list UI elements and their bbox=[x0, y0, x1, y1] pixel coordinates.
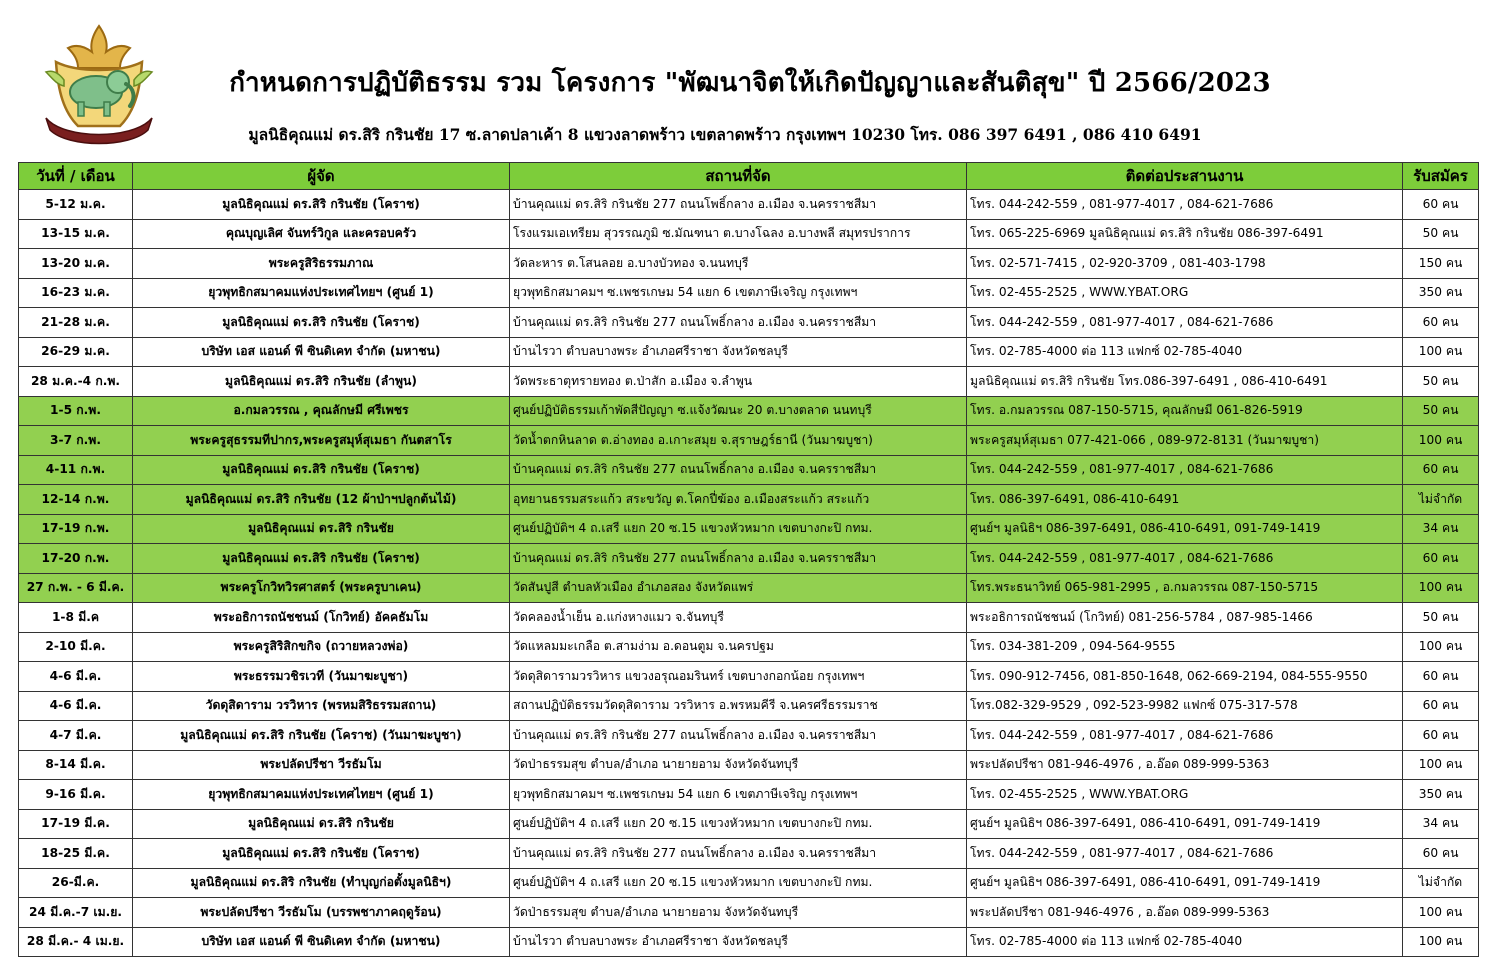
cell-organizer: มูลนิธิคุณแม่ ดร.สิริ กรินชัย (โคราช) bbox=[133, 544, 510, 574]
cell-contact: ศูนย์ฯ มูลนิธิฯ 086-397-6491, 086-410-6491, 091-749-1419 bbox=[967, 868, 1403, 898]
cell-organizer: คุณบุญเลิศ จันทร์วิกูล และครอบครัว bbox=[133, 219, 510, 249]
cell-date: 17-19 ก.พ. bbox=[19, 514, 133, 544]
table-row bbox=[19, 662, 1479, 692]
cell-organizer: ยุวพุทธิกสมาคมแห่งประเทศไทยฯ (ศูนย์ 1) bbox=[133, 278, 510, 308]
cell-organizer: พระครูสิริสิกขกิจ (ถวายหลวงพ่อ) bbox=[133, 632, 510, 662]
cell-contact: โทร. 065-225-6969 มูลนิธิคุณแม่ ดร.สิริ กรินชัย 086-397-6491 bbox=[967, 219, 1403, 249]
cell-venue: บ้านคุณแม่ ดร.สิริ กรินชัย 277 ถนนโพธิ์กลาง อ.เมือง จ.นครราชสีมา bbox=[510, 721, 967, 751]
cell-capacity: 34 คน bbox=[1403, 809, 1479, 839]
cell-venue: วัดพระธาตุทรายทอง ต.ป่าสัก อ.เมือง จ.ลำพูน bbox=[510, 367, 967, 397]
cell-contact: ศูนย์ฯ มูลนิธิฯ 086-397-6491, 086-410-6491, 091-749-1419 bbox=[967, 809, 1403, 839]
table-row bbox=[19, 367, 1479, 397]
table-row bbox=[19, 544, 1479, 574]
cell-organizer: มูลนิธิคุณแม่ ดร.สิริ กรินชัย (โคราช) (วันมาฆะบูชา) bbox=[133, 721, 510, 751]
cell-capacity: 100 คน bbox=[1403, 632, 1479, 662]
cell-capacity: 60 คน bbox=[1403, 544, 1479, 574]
table-row bbox=[19, 308, 1479, 338]
cell-contact: โทร. 044-242-559 , 081-977-4017 , 084-621-7686 bbox=[967, 544, 1403, 574]
cell-contact: โทร. 044-242-559 , 081-977-4017 , 084-621-7686 bbox=[967, 455, 1403, 485]
cell-date: 27 ก.พ. - 6 มี.ค. bbox=[19, 573, 133, 603]
cell-contact: โทร. 034-381-209 , 094-564-9555 bbox=[967, 632, 1403, 662]
cell-organizer: วัดดุสิดาราม วรวิหาร (พรหมสิริธรรมสถาน) bbox=[133, 691, 510, 721]
cell-organizer: พระครูสุธรรมทีปากร,พระครูสมุห์สุเมธา กันตสาโร bbox=[133, 426, 510, 456]
cell-date: 26-มี.ค. bbox=[19, 868, 133, 898]
column-header-capacity: รับสมัคร bbox=[1403, 163, 1479, 190]
cell-organizer: มูลนิธิคุณแม่ ดร.สิริ กรินชัย (โคราช) bbox=[133, 455, 510, 485]
table-row bbox=[19, 750, 1479, 780]
cell-capacity: ไม่จำกัด bbox=[1403, 868, 1479, 898]
cell-capacity: ไม่จำกัด bbox=[1403, 485, 1479, 515]
cell-date: 4-6 มี.ค. bbox=[19, 662, 133, 692]
cell-date: 1-5 ก.พ. bbox=[19, 396, 133, 426]
cell-date: 4-11 ก.พ. bbox=[19, 455, 133, 485]
cell-contact: โทร.พระธนาวิทย์ 065-981-2995 , อ.กมลวรรณ 087-150-5715 bbox=[967, 573, 1403, 603]
cell-organizer: อ.กมลวรรณ , คุณลักษมี ศรีเพชร bbox=[133, 396, 510, 426]
cell-venue: วัดน้ำตกหินลาด ต.อ่างทอง อ.เกาะสมุย จ.สุราษฎร์ธานี (วันมาฆบูชา) bbox=[510, 426, 967, 456]
cell-contact: โทร. 044-242-559 , 081-977-4017 , 084-621-7686 bbox=[967, 308, 1403, 338]
cell-capacity: 150 คน bbox=[1403, 249, 1479, 279]
cell-capacity: 60 คน bbox=[1403, 190, 1479, 220]
table-row bbox=[19, 190, 1479, 220]
cell-date: 24 มี.ค.-7 เม.ย. bbox=[19, 898, 133, 928]
cell-organizer: มูลนิธิคุณแม่ ดร.สิริ กรินชัย (โคราช) bbox=[133, 839, 510, 869]
cell-organizer: มูลนิธิคุณแม่ ดร.สิริ กรินชัย bbox=[133, 809, 510, 839]
cell-organizer: บริษัท เอส แอนด์ พี ซินดิเคท จำกัด (มหาชน) bbox=[133, 927, 510, 957]
cell-venue: บ้านไรวา ตำบลบางพระ อำเภอศรีราชา จังหวัดชลบุรี bbox=[510, 337, 967, 367]
cell-venue: บ้านคุณแม่ ดร.สิริ กรินชัย 277 ถนนโพธิ์กลาง อ.เมือง จ.นครราชสีมา bbox=[510, 455, 967, 485]
cell-capacity: 350 คน bbox=[1403, 278, 1479, 308]
table-row bbox=[19, 337, 1479, 367]
cell-capacity: 50 คน bbox=[1403, 603, 1479, 633]
table-row bbox=[19, 632, 1479, 662]
cell-venue: ศูนย์ปฏิบัติธรรมเก้าพัดสีปัญญา ซ.แจ้งวัฒนะ 20 ต.บางตลาด นนทบุรี bbox=[510, 396, 967, 426]
table-row bbox=[19, 219, 1479, 249]
table-row bbox=[19, 780, 1479, 810]
cell-contact: โทร. 044-242-559 , 081-977-4017 , 084-621-7686 bbox=[967, 721, 1403, 751]
cell-date: 13-20 ม.ค. bbox=[19, 249, 133, 279]
cell-capacity: 100 คน bbox=[1403, 337, 1479, 367]
cell-capacity: 50 คน bbox=[1403, 219, 1479, 249]
table-row bbox=[19, 721, 1479, 751]
cell-venue: บ้านคุณแม่ ดร.สิริ กรินชัย 277 ถนนโพธิ์กลาง อ.เมือง จ.นครราชสีมา bbox=[510, 544, 967, 574]
cell-venue: โรงแรมเอเทรียม สุวรรณภูมิ ซ.มัณฑนา ต.บางโฉลง อ.บางพลี สมุทรปราการ bbox=[510, 219, 967, 249]
cell-date: 4-6 มี.ค. bbox=[19, 691, 133, 721]
table-row bbox=[19, 691, 1479, 721]
cell-contact: มูลนิธิคุณแม่ ดร.สิริ กรินชัย โทร.086-397-6491 , 086-410-6491 bbox=[967, 367, 1403, 397]
cell-contact: โทร. 086-397-6491, 086-410-6491 bbox=[967, 485, 1403, 515]
cell-contact: โทร. 02-455-2525 , WWW.YBAT.ORG bbox=[967, 780, 1403, 810]
cell-date: 12-14 ก.พ. bbox=[19, 485, 133, 515]
cell-venue: วัดดุสิดารามวรวิหาร แขวงอรุณอมรินทร์ เขตบางกอกน้อย กรุงเทพฯ bbox=[510, 662, 967, 692]
cell-organizer: มูลนิธิคุณแม่ ดร.สิริ กรินชัย (โคราช) bbox=[133, 190, 510, 220]
cell-date: 18-25 มี.ค. bbox=[19, 839, 133, 869]
column-header-venue: สถานที่จัด bbox=[510, 163, 967, 190]
column-header-contact: ติดต่อประสานงาน bbox=[967, 163, 1403, 190]
cell-capacity: 100 คน bbox=[1403, 750, 1479, 780]
cell-venue: ยุวพุทธิกสมาคมฯ ซ.เพชรเกษม 54 แยก 6 เขตภาษีเจริญ กรุงเทพฯ bbox=[510, 278, 967, 308]
cell-contact: พระปลัดปรีชา 081-946-4976 , อ.อ๊อด 089-999-5363 bbox=[967, 898, 1403, 928]
cell-contact: โทร. 02-785-4000 ต่อ 113 แฟกซ์ 02-785-4040 bbox=[967, 337, 1403, 367]
cell-contact: โทร. 02-455-2525 , WWW.YBAT.ORG bbox=[967, 278, 1403, 308]
cell-date: 2-10 มี.ค. bbox=[19, 632, 133, 662]
cell-venue: วัดสันปูสี ตำบลหัวเมือง อำเภอสอง จังหวัดแพร่ bbox=[510, 573, 967, 603]
cell-capacity: 60 คน bbox=[1403, 455, 1479, 485]
cell-venue: ศูนย์ปฏิบัติฯ 4 ถ.เสรี แยก 20 ซ.15 แขวงหัวหมาก เขตบางกะปิ กทม. bbox=[510, 868, 967, 898]
cell-capacity: 100 คน bbox=[1403, 898, 1479, 928]
cell-venue: บ้านไรวา ตำบลบางพระ อำเภอศรีราชา จังหวัดชลบุรี bbox=[510, 927, 967, 957]
cell-contact: พระอธิการถนัชชนม์ (โกวิทย์) 081-256-5784 , 087-985-1466 bbox=[967, 603, 1403, 633]
cell-venue: อุทยานธรรมสระแก้ว สระขวัญ ต.โคกปี่ฆ้อง อ.เมืองสระแก้ว สระแก้ว bbox=[510, 485, 967, 515]
table-row bbox=[19, 514, 1479, 544]
cell-contact: โทร. 044-242-559 , 081-977-4017 , 084-621-7686 bbox=[967, 839, 1403, 869]
cell-organizer: พระธรรมวชิรเวที (วันมาฆะบูชา) bbox=[133, 662, 510, 692]
cell-date: 5-12 ม.ค. bbox=[19, 190, 133, 220]
cell-contact: โทร. อ.กมลวรรณ 087-150-5715, คุณลักษมี 061-826-5919 bbox=[967, 396, 1403, 426]
cell-organizer: บริษัท เอส แอนด์ พี ซินดิเคท จำกัด (มหาชน) bbox=[133, 337, 510, 367]
schedule-table bbox=[18, 162, 1479, 957]
cell-date: 17-20 ก.พ. bbox=[19, 544, 133, 574]
cell-venue: ศูนย์ปฏิบัติฯ 4 ถ.เสรี แยก 20 ซ.15 แขวงหัวหมาก เขตบางกะปิ กทม. bbox=[510, 514, 967, 544]
cell-venue: บ้านคุณแม่ ดร.สิริ กรินชัย 277 ถนนโพธิ์กลาง อ.เมือง จ.นครราชสีมา bbox=[510, 839, 967, 869]
cell-organizer: พระปลัดปรีชา วีรธัมโม bbox=[133, 750, 510, 780]
cell-contact: โทร. 02-571-7415 , 02-920-3709 , 081-403-1798 bbox=[967, 249, 1403, 279]
cell-capacity: 60 คน bbox=[1403, 691, 1479, 721]
cell-contact: ศูนย์ฯ มูลนิธิฯ 086-397-6491, 086-410-6491, 091-749-1419 bbox=[967, 514, 1403, 544]
table-row bbox=[19, 278, 1479, 308]
cell-venue: สถานปฏิบัติธรรมวัดดุสิดาราม วรวิหาร อ.พรหมคีรี จ.นครศรีธรรมราช bbox=[510, 691, 967, 721]
cell-venue: วัดแหลมมะเกลือ ต.สามง่าม อ.ดอนตูม จ.นครปฐม bbox=[510, 632, 967, 662]
cell-capacity: 100 คน bbox=[1403, 927, 1479, 957]
cell-contact: พระครูสมุห์สุเมธา 077-421-066 , 089-972-8131 (วันมาฆบูชา) bbox=[967, 426, 1403, 456]
cell-venue: วัดละหาร ต.โสนลอย อ.บางบัวทอง จ.นนทบุรี bbox=[510, 249, 967, 279]
cell-capacity: 50 คน bbox=[1403, 367, 1479, 397]
table-header-row bbox=[19, 163, 1479, 190]
cell-capacity: 60 คน bbox=[1403, 662, 1479, 692]
table-row bbox=[19, 868, 1479, 898]
cell-date: 21-28 ม.ค. bbox=[19, 308, 133, 338]
cell-venue: ศูนย์ปฏิบัติฯ 4 ถ.เสรี แยก 20 ซ.15 แขวงหัวหมาก เขตบางกะปิ กทม. bbox=[510, 809, 967, 839]
table-row bbox=[19, 485, 1479, 515]
cell-capacity: 350 คน bbox=[1403, 780, 1479, 810]
cell-organizer: พระครูโกวิทวิรศาสตร์ (พระครูบาเคน) bbox=[133, 573, 510, 603]
cell-organizer: มูลนิธิคุณแม่ ดร.สิริ กรินชัย (12 ผ้าป่าฯปลูกต้นไม้) bbox=[133, 485, 510, 515]
cell-contact: โทร. 090-912-7456, 081-850-1648, 062-669-2194, 084-555-9550 bbox=[967, 662, 1403, 692]
table-row bbox=[19, 573, 1479, 603]
table-row bbox=[19, 426, 1479, 456]
table-row bbox=[19, 396, 1479, 426]
cell-capacity: 100 คน bbox=[1403, 426, 1479, 456]
table-row bbox=[19, 249, 1479, 279]
cell-contact: โทร.082-329-9529 , 092-523-9982 แฟกซ์ 075-317-578 bbox=[967, 691, 1403, 721]
cell-organizer: มูลนิธิคุณแม่ ดร.สิริ กรินชัย (ลำพูน) bbox=[133, 367, 510, 397]
cell-venue: ยุวพุทธิกสมาคมฯ ซ.เพชรเกษม 54 แยก 6 เขตภาษีเจริญ กรุงเทพฯ bbox=[510, 780, 967, 810]
cell-venue: บ้านคุณแม่ ดร.สิริ กรินชัย 277 ถนนโพธิ์กลาง อ.เมือง จ.นครราชสีมา bbox=[510, 190, 967, 220]
cell-organizer: มูลนิธิคุณแม่ ดร.สิริ กรินชัย (โคราช) bbox=[133, 308, 510, 338]
cell-date: 1-8 มี.ค bbox=[19, 603, 133, 633]
cell-venue: บ้านคุณแม่ ดร.สิริ กรินชัย 277 ถนนโพธิ์กลาง อ.เมือง จ.นครราชสีมา bbox=[510, 308, 967, 338]
cell-date: 28 ม.ค.-4 ก.พ. bbox=[19, 367, 133, 397]
cell-venue: วัดป่าธรรมสุข ตำบล/อำเภอ นายายอาม จังหวัดจันทบุรี bbox=[510, 898, 967, 928]
cell-date: 26-29 ม.ค. bbox=[19, 337, 133, 367]
cell-organizer: พระครูสิริธรรมภาณ bbox=[133, 249, 510, 279]
cell-organizer: พระปลัดปรีชา วีรธัมโม (บรรพชาภาคฤดูร้อน) bbox=[133, 898, 510, 928]
cell-capacity: 60 คน bbox=[1403, 308, 1479, 338]
table-row bbox=[19, 927, 1479, 957]
column-header-date: วันที่ / เดือน bbox=[19, 163, 133, 190]
cell-date: 8-14 มี.ค. bbox=[19, 750, 133, 780]
cell-date: 28 มี.ค.- 4 เม.ย. bbox=[19, 927, 133, 957]
cell-capacity: 60 คน bbox=[1403, 839, 1479, 869]
cell-organizer: ยุวพุทธิกสมาคมแห่งประเทศไทยฯ (ศูนย์ 1) bbox=[133, 780, 510, 810]
cell-capacity: 100 คน bbox=[1403, 573, 1479, 603]
column-header-organizer: ผู้จัด bbox=[133, 163, 510, 190]
cell-venue: วัดคลองน้ำเย็น อ.แก่งหางแมว จ.จันทบุรี bbox=[510, 603, 967, 633]
cell-organizer: มูลนิธิคุณแม่ ดร.สิริ กรินชัย (ทำบุญก่อตั้งมูลนิธิฯ) bbox=[133, 868, 510, 898]
table-row bbox=[19, 455, 1479, 485]
cell-contact: พระปลัดปรีชา 081-946-4976 , อ.อ๊อด 089-999-5363 bbox=[967, 750, 1403, 780]
cell-capacity: 34 คน bbox=[1403, 514, 1479, 544]
cell-capacity: 50 คน bbox=[1403, 396, 1479, 426]
cell-date: 4-7 มี.ค. bbox=[19, 721, 133, 751]
table-row bbox=[19, 603, 1479, 633]
cell-date: 3-7 ก.พ. bbox=[19, 426, 133, 456]
table-row bbox=[19, 898, 1479, 928]
cell-venue: วัดป่าธรรมสุข ตำบล/อำเภอ นายายอาม จังหวัดจันทบุรี bbox=[510, 750, 967, 780]
cell-contact: โทร. 02-785-4000 ต่อ 113 แฟกซ์ 02-785-4040 bbox=[967, 927, 1403, 957]
foundation-logo bbox=[34, 22, 164, 150]
cell-capacity: 60 คน bbox=[1403, 721, 1479, 751]
cell-date: 9-16 มี.ค. bbox=[19, 780, 133, 810]
table-row bbox=[19, 839, 1479, 869]
foundation-address: มูลนิธิคุณแม่ ดร.สิริ กรินชัย 17 ซ.ลาดปลาเค้า 8 แขวงลาดพร้าว เขตลาดพร้าว กรุงเทพฯ 10230 โทร. 086 397 6491 , 086 410 6491 bbox=[248, 125, 1202, 144]
cell-organizer: พระอธิการถนัชชนม์ (โกวิทย์) อัคคธัมโม bbox=[133, 603, 510, 633]
page-title: กำหนดการปฏิบัติธรรม รวม โครงการ "พัฒนาจิตให้เกิดปัญญาและสันติสุข" ปี 2566/2023 bbox=[229, 68, 1271, 98]
elephant-lotus-logo-icon bbox=[34, 22, 164, 150]
cell-date: 17-19 มี.ค. bbox=[19, 809, 133, 839]
cell-date: 13-15 ม.ค. bbox=[19, 219, 133, 249]
table-row bbox=[19, 809, 1479, 839]
cell-contact: โทร. 044-242-559 , 081-977-4017 , 084-621-7686 bbox=[967, 190, 1403, 220]
cell-organizer: มูลนิธิคุณแม่ ดร.สิริ กรินชัย bbox=[133, 514, 510, 544]
cell-date: 16-23 ม.ค. bbox=[19, 278, 133, 308]
